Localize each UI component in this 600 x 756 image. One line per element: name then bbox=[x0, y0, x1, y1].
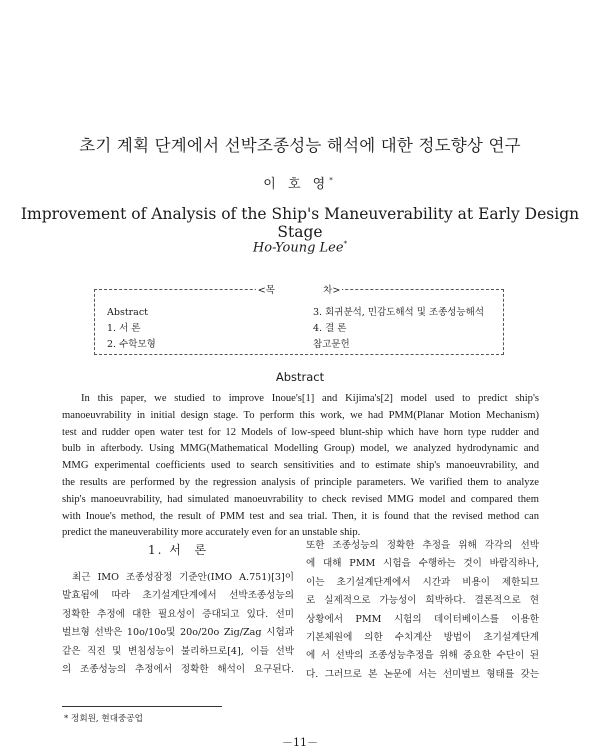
english-author-name: Ho-Young Lee bbox=[252, 240, 344, 256]
korean-author-name: 이 호 영 bbox=[263, 177, 330, 192]
table-of-contents bbox=[94, 285, 504, 355]
toc-item: 3. 회귀분석, 민감도해석 및 조종성능해석 bbox=[313, 307, 484, 318]
toc-right-column bbox=[313, 305, 484, 353]
footnote-rule bbox=[62, 706, 222, 707]
toc-item: 4. 결 론 bbox=[313, 323, 347, 334]
body-line: 다. 그러므로 본 논문에 서는 선미벌브 형태를 갖는 bbox=[306, 668, 539, 680]
left-column bbox=[62, 541, 294, 679]
section-heading-introduction: 1. 서 론 bbox=[147, 543, 209, 557]
body-line: 정확한 추정에 대한 필요성이 증대되고 있다. 선미 bbox=[62, 608, 294, 620]
toc-item: Abstract bbox=[107, 307, 148, 318]
body-line: 같은 직진 및 변침성능이 불리하므로[4], 이들 선박 bbox=[62, 645, 294, 657]
korean-author bbox=[0, 173, 600, 192]
toc-item: 2. 수학모형 bbox=[107, 339, 156, 350]
abstract-line: In this paper, we studied to improve Inoue's[1] and Kijima's[2] model used to predict ship's bbox=[81, 393, 539, 404]
abstract-line: the results are performed by the regression analysis of principle parameters. We varified them to analyze bbox=[62, 476, 539, 488]
body-line: 최근 IMO 조종성잠정 기준안(IMO A.751)[3]이 bbox=[72, 572, 294, 583]
footnote: * 정회원, 현대중공업 bbox=[64, 714, 143, 724]
toc-heading-text: <목 차> bbox=[257, 285, 341, 296]
abstract-line: manoeuvrability in initial design stage. To perform this work, we had PMM(Planar Motion Mechanism) bbox=[62, 409, 539, 421]
author-footnote-mark: * bbox=[329, 176, 337, 185]
abstract-line: ship's manoeuvrability, had simulated manoeuvrability to check revised MMG model and compared them bbox=[62, 493, 539, 505]
body-line: 이는 초기설계단계에서 시간과 비용이 제한되므 bbox=[306, 576, 539, 588]
korean-title: 초기 계획 단계에서 선박조종성능 해석에 대한 정도향상 연구 bbox=[79, 136, 521, 155]
toc-item: 1. 서 론 bbox=[107, 323, 141, 334]
abstract-line: MMG experimental coefficients used to search sensitivities and to estimate ship's manoeuvrability, and bbox=[62, 460, 539, 472]
body-line: 에 서 선박의 조종성능추정을 위해 중요한 수단이 된 bbox=[306, 650, 539, 662]
body-line: 로 실제적으로 가능성이 희박하다. 결론적으로 현 bbox=[306, 595, 539, 607]
english-title: Improvement of Analysis of the Ship's Maneuverability at Early Design Stage bbox=[20, 205, 580, 241]
abstract-line: test and rudder open water test for 12 Models of low-speed blunt-ship which have horn type rudder and bbox=[62, 426, 539, 438]
toc-left-column bbox=[107, 305, 156, 353]
right-column bbox=[306, 537, 539, 684]
abstract-body bbox=[62, 391, 539, 542]
body-line: 기본체원에 의한 수치계산 방법이 초기설계단계 bbox=[306, 632, 539, 644]
body-line: 발효됨에 따라 초기설계단계에서 선박조종성능의 bbox=[62, 590, 294, 602]
abstract-line: predict the maneuverability more accurately even for an unstable ship. bbox=[62, 527, 361, 539]
english-author-footnote-mark: * bbox=[343, 240, 348, 248]
body-line: 상황에서 PMM 시험의 데이터베이스를 이용한 bbox=[306, 613, 539, 625]
abstract-line: with Inoue's method, the result of PMM test and sea trial. Then, it is found that the revised method can bbox=[62, 510, 539, 522]
toc-heading bbox=[95, 282, 503, 296]
body-line: 의 조종성능의 추정에서 정확한 해석이 요구된다. bbox=[62, 664, 294, 676]
page-number: －11－ bbox=[282, 736, 318, 749]
body-line: 에 대해 PMM 시험을 수행하는 것이 바람직하나, bbox=[306, 558, 539, 570]
body-line: 벌브형 선박은 10o/10o및 20o/20o Zig/Zag 시험과 bbox=[62, 627, 294, 639]
abstract-heading: Abstract bbox=[275, 370, 325, 384]
body-line: 또한 조종성능의 정확한 추정을 위해 각각의 선박 bbox=[306, 540, 539, 551]
english-author bbox=[0, 240, 600, 255]
abstract-line: bulb in afterbody. Using MMG(Mathematical Modelling Group) model, we analyzed hydrodynamic and bbox=[62, 443, 539, 455]
toc-item: 참고문헌 bbox=[313, 339, 350, 350]
